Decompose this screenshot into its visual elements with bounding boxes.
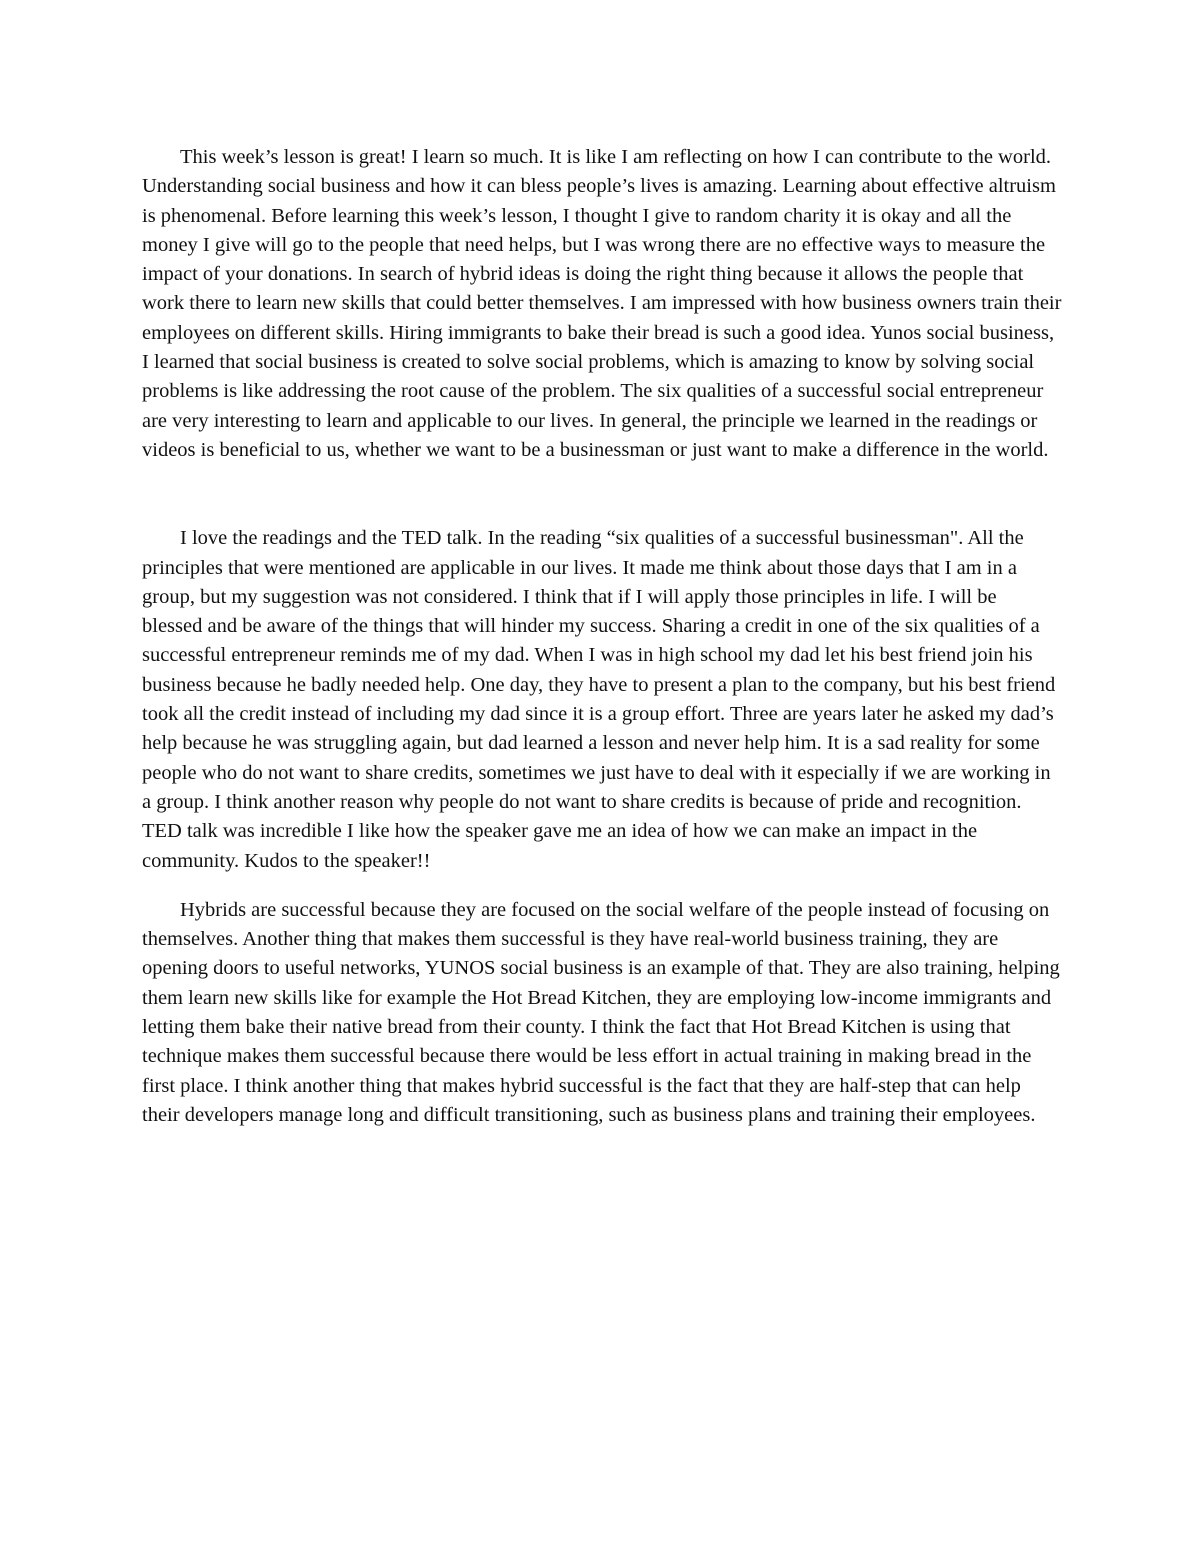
paragraph-lesson-reflection: This week’s lesson is great! I learn so much. It is like I am reflecting on how I can contribute to the world. Understanding social business and how it can bless people’s lives is amazing. Learning about effective altruism is phenomenal. Before learning this week’s lesson, I thought I give to random charity it is okay and all the money I give will go to the people that need helps, but I was wrong there are no effective ways to measure the impact of your donations. In search of hybrid ideas is doing the right thing because it allows the people that work there to learn new skills that could better themselves. I am impressed with how business owners train their employees on different skills. Hiring immigrants to bake their bread is such a good idea. Yunos social business, I learned that social business is created to solve social problems, which is amazing to know by solving social problems is like addressing the root cause of the problem. The six qualities of a successful social entrepreneur are very interesting to learn and applicable to our lives. In general, the principle we learned in the readings or videos is beneficial to us, whether we want to be a businessman or just want to make a difference in the world.: [142, 146, 1062, 461]
paragraph-readings-ted-talk: I love the readings and the TED talk. In the reading “six qualities of a successful businessman". All the principles that were mentioned are applicable in our lives. It made me think about those days that I am in a group, but my suggestion was not considered. I think that if I will apply those principles in life. I will be blessed and be aware of the things that will hinder my success. Sharing a credit in one of the six qualities of a successful entrepreneur reminds me of my dad. When I was in high school my dad let his best friend join his business because he badly needed help. One day, they have to present a plan to the company, but his best friend took all the credit instead of including my dad since it is a group effort. Three are years later he asked my dad’s help because he was struggling again, but dad learned a lesson and never help him. It is a sad reality for some people who do not want to share credits, sometimes we just have to deal with it especially if we are working in a group. I think another reason why people do not want to share credits is because of pride and recognition. TED talk was incredible I like how the speaker gave me an idea of how we can make an impact in the community. Kudos to the speaker!!: [142, 527, 1056, 872]
paragraph-hybrids-success: Hybrids are successful because they are focused on the social welfare of the people instead of focusing on themselves. Another thing that makes them successful is they have real-world business training, they are opening doors to useful networks, YUNOS social business is an example of that. They are also training, helping them learn new skills like for example the Hot Bread Kitchen, they are employing low-income immigrants and letting them bake their native bread from their county. I think the fact that Hot Bread Kitchen is using that technique makes them successful because there would be less effort in actual training in making bread in the first place. I think another thing that makes hybrid successful is the fact that they are half-step that can help their developers manage long and difficult transitioning, such as business plans and training their employees.: [142, 898, 1060, 1126]
document-body: [142, 143, 1062, 1130]
